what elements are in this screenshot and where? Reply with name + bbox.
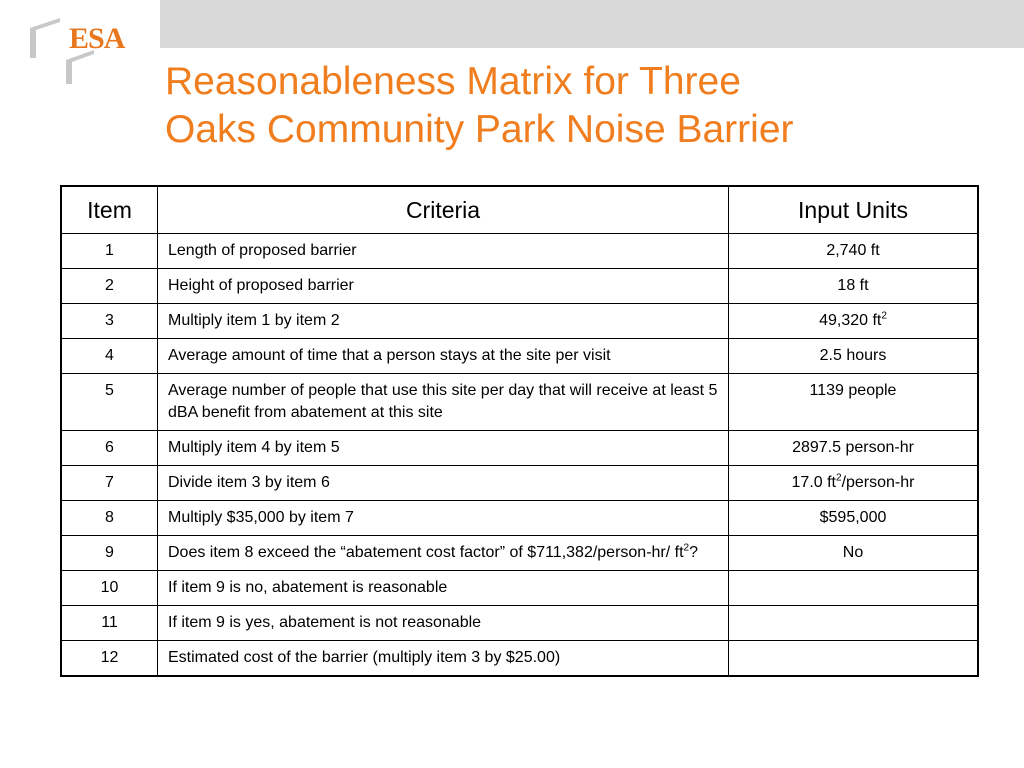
row-input-units (729, 641, 979, 677)
input-value: 17.0 ft (791, 474, 836, 491)
input-superscript: 2 (881, 310, 887, 322)
criteria-text: Height of proposed barrier (168, 277, 354, 294)
table-row (61, 269, 978, 304)
row-item-number: 11 (61, 606, 158, 641)
row-item-number: 12 (61, 641, 158, 677)
row-item-number: 7 (61, 466, 158, 501)
criteria-text: If item 9 is no, abatement is reasonable (168, 579, 448, 596)
row-input-units (729, 339, 979, 374)
row-item-number: 1 (61, 234, 158, 269)
row-criteria (158, 431, 729, 466)
row-item-number: 2 (61, 269, 158, 304)
row-criteria (158, 304, 729, 339)
criteria-text: Average number of people that use this site per day that will receive at least 5 dBA benefit from abatement at this site (168, 382, 718, 421)
input-value: $595,000 (819, 509, 887, 526)
input-value: 49,320 ft (819, 312, 882, 329)
input-superscript: 2 (836, 472, 842, 484)
table-row (61, 431, 978, 466)
header-criteria: Criteria (158, 186, 729, 234)
table-row (61, 606, 978, 641)
header-band (160, 0, 1024, 48)
input-value: 18 ft (837, 277, 869, 294)
input-value: 2897.5 person-hr (792, 439, 914, 456)
table-row (61, 571, 978, 606)
row-item-number: 8 (61, 501, 158, 536)
criteria-text: Multiply item 1 by item 2 (168, 312, 340, 329)
row-criteria (158, 606, 729, 641)
criteria-text: Multiply $35,000 by item 7 (168, 509, 354, 526)
row-input-units (729, 269, 979, 304)
page-title (165, 58, 1005, 154)
row-input-units (729, 304, 979, 339)
input-value: No (842, 544, 864, 561)
row-input-units (729, 571, 979, 606)
table-row (61, 501, 978, 536)
input-value: 2,740 ft (826, 242, 880, 259)
row-input-units (729, 374, 979, 431)
input-suffix: /person-hr (841, 474, 915, 491)
row-input-units (729, 431, 979, 466)
input-value: 1139 people (809, 382, 897, 399)
criteria-text: Estimated cost of the barrier (multiply item 3 by $25.00) (168, 649, 561, 666)
row-input-units (729, 234, 979, 269)
criteria-text: Length of proposed barrier (168, 242, 357, 259)
header-item: Item (61, 186, 158, 234)
criteria-text: Average amount of time that a person stays at the site per visit (168, 347, 611, 364)
row-item-number: 5 (61, 374, 158, 431)
criteria-text: Multiply item 4 by item 5 (168, 439, 340, 456)
row-input-units (729, 606, 979, 641)
row-criteria (158, 641, 729, 677)
input-value: 2.5 hours (819, 347, 887, 364)
criteria-superscript: 2 (683, 542, 690, 554)
row-item-number: 6 (61, 431, 158, 466)
row-item-number: 9 (61, 536, 158, 571)
table-row (61, 641, 978, 677)
table-row (61, 234, 978, 269)
esa-logo-text: ESA (69, 22, 125, 55)
row-item-number: 10 (61, 571, 158, 606)
header-input-units: Input Units (729, 186, 979, 234)
table-row (61, 466, 978, 501)
row-input-units (729, 501, 979, 536)
row-input-units (729, 466, 979, 501)
criteria-text: Does item 8 exceed the “abatement cost factor” of $711,382/person-hr/ ft (168, 544, 684, 561)
row-item-number: 4 (61, 339, 158, 374)
row-criteria (158, 536, 729, 571)
row-criteria (158, 466, 729, 501)
table-row (61, 339, 978, 374)
row-criteria (158, 501, 729, 536)
table-row (61, 536, 978, 571)
title-line-2: Oaks Community Park Noise Barrier (165, 108, 794, 151)
row-criteria (158, 269, 729, 304)
criteria-text: If item 9 is yes, abatement is not reasonable (168, 614, 482, 631)
criteria-suffix: ? (689, 544, 699, 561)
reasonableness-matrix-table (60, 185, 979, 677)
row-item-number: 3 (61, 304, 158, 339)
criteria-text: Divide item 3 by item 6 (168, 474, 330, 491)
row-input-units (729, 536, 979, 571)
row-criteria (158, 339, 729, 374)
row-criteria (158, 571, 729, 606)
table-row (61, 304, 978, 339)
table-header-row (61, 186, 978, 234)
table-row (61, 374, 978, 431)
title-line-1: Reasonableness Matrix for Three (165, 60, 741, 103)
row-criteria (158, 374, 729, 431)
row-criteria (158, 234, 729, 269)
